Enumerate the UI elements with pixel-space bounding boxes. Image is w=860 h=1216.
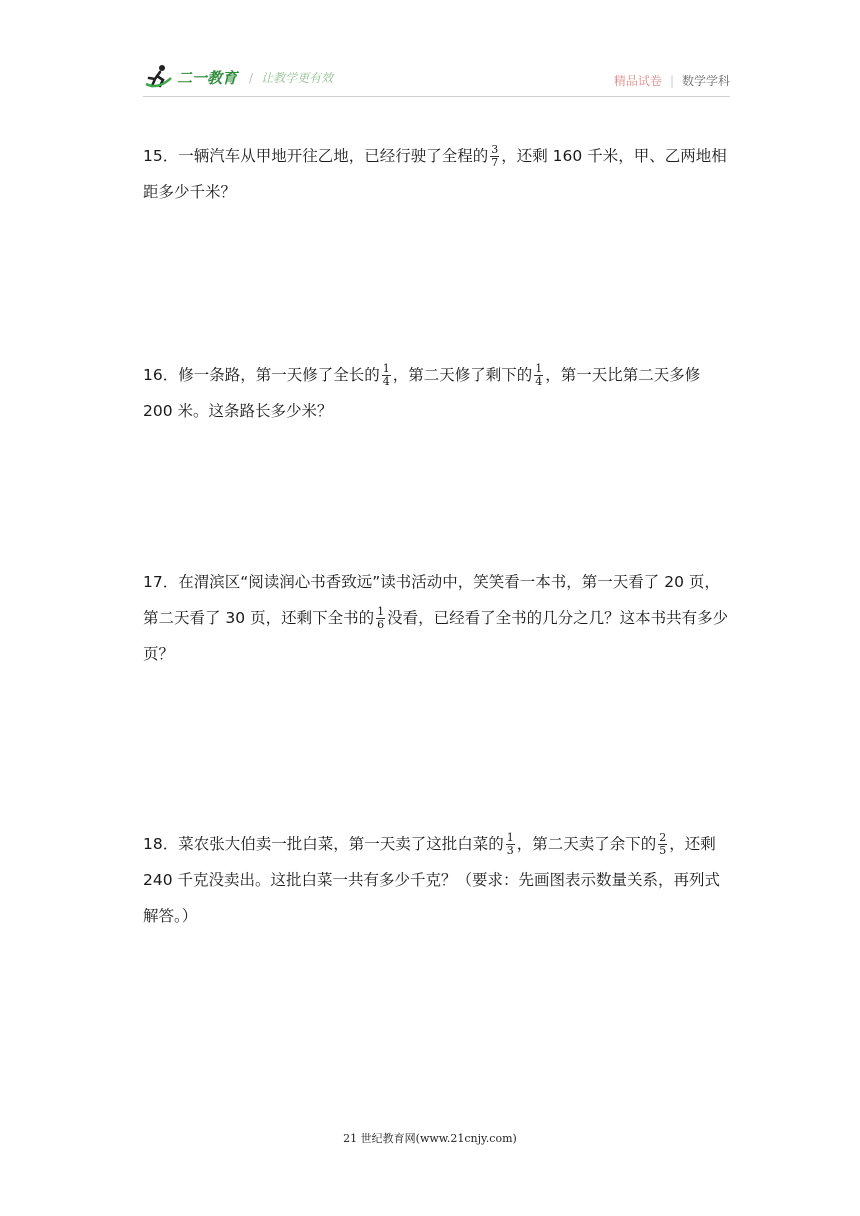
header-separator: |	[669, 74, 674, 88]
question-15	[143, 138, 733, 210]
logo-name: 二一教育	[177, 68, 238, 87]
question-text: ，第二天修了剩下的	[392, 366, 533, 384]
logo	[143, 64, 333, 90]
header-right	[614, 72, 730, 89]
question-16	[143, 357, 733, 429]
question-17	[143, 564, 733, 672]
fraction	[376, 606, 385, 631]
fraction-denominator: 5	[659, 844, 667, 857]
question-text: 在渭滨区“阅读润心书香致远”读书活动中，笑笑看一本书，第一天看了 20 页，第二天看了 30 页，还剩下全书的	[143, 573, 720, 627]
category-label: 精品试卷	[613, 74, 662, 88]
fraction	[506, 832, 515, 857]
fraction	[382, 363, 391, 388]
fraction-denominator: 3	[506, 844, 514, 857]
fraction-numerator: 2	[659, 831, 667, 844]
fraction-denominator: 4	[535, 375, 543, 388]
question-number: 17．	[143, 573, 179, 591]
question-number: 16．	[143, 366, 179, 384]
fraction-denominator: 6	[377, 618, 385, 631]
question-text: 没看，已经看了全书的几分之几？这本书共有多少页？	[143, 609, 729, 663]
fraction-numerator: 3	[491, 143, 499, 156]
runner-logo-icon	[143, 64, 173, 90]
question-text: 一辆汽车从甲地开往乙地，已经行驶了全程的	[178, 147, 489, 165]
question-text: ，第二天卖了余下的	[516, 835, 657, 853]
page-footer: 21 世纪教育网(www.21cnjy.com)	[343, 1132, 517, 1145]
question-text: 菜农张大伯卖一批白菜，第一天卖了这批白菜的	[178, 835, 504, 853]
fraction	[534, 363, 543, 388]
fraction-numerator: 1	[535, 362, 543, 375]
fraction-numerator: 1	[506, 831, 514, 844]
question-number: 18．	[143, 835, 179, 853]
fraction-denominator: 7	[491, 156, 499, 169]
question-text: 修一条路，第一天修了全长的	[178, 366, 380, 384]
page-header	[143, 62, 730, 98]
question-text: ，还剩 160 千米，甲、乙两地相距多少千米？	[143, 147, 727, 201]
slogan-separator: /	[249, 70, 254, 85]
fraction-denominator: 4	[382, 375, 390, 388]
fraction	[490, 144, 499, 169]
fraction-numerator: 1	[382, 362, 390, 375]
question-text: ，第一天比第二天多修 200 米。这条路长多少米？	[143, 366, 701, 420]
question-number: 15．	[143, 147, 179, 165]
fraction-numerator: 1	[377, 605, 385, 618]
fraction	[658, 832, 667, 857]
slogan	[249, 69, 333, 86]
question-text: ，还剩 240 千克没卖出。这批白菜一共有多少千克？（要求：先画图表示数量关系，再列式解答。）	[143, 835, 721, 925]
slogan-text: 让教学更有效	[261, 70, 334, 85]
subject-label: 数学学科	[681, 74, 730, 88]
header-divider	[143, 96, 730, 97]
question-18	[143, 826, 733, 934]
